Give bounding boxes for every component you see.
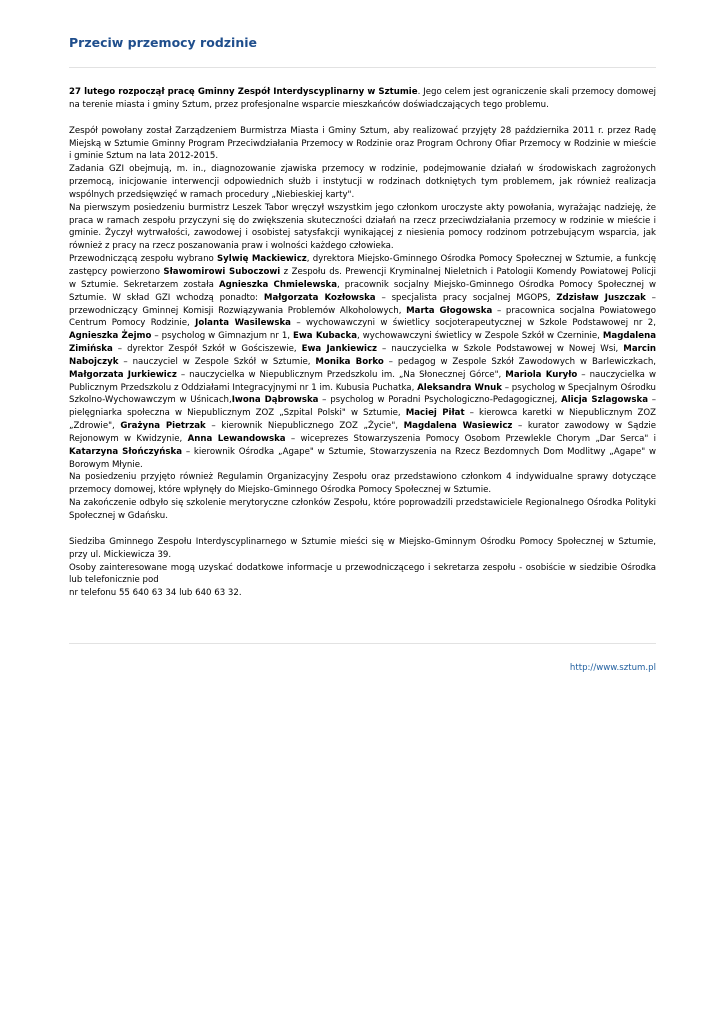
members-text: – pedagog w Zespole Szkół Zawodowych w Barlewiczkach, bbox=[383, 356, 656, 367]
members-text: – psycholog w Poradni Psychologiczno-Pedagogicznej, bbox=[318, 395, 562, 406]
members-text: – nauczycielka w Niepublicznym Przedszkolu im. „Na Słonecznej Górce", bbox=[176, 369, 506, 380]
member-name: Marcin Nabojczyk bbox=[69, 344, 657, 367]
member-name: Jolanta Wasilewska bbox=[195, 318, 291, 329]
members-text: – specjalista pracy socjalnej MGOPS, bbox=[375, 292, 557, 303]
top-divider bbox=[69, 67, 656, 68]
members-text: – psycholog w Specjalnym Ośrodku Szkolno-Wychowawczym w Uśnicach, bbox=[69, 382, 656, 406]
page-title: Przeciw przemocy rodzinie bbox=[69, 35, 257, 50]
members-text: – przewodniczący Gminnej Komisji Rozwiązywania Problemów Alkoholowych, bbox=[69, 292, 656, 316]
members-text: – nauczyciel w Zespole Szkół w Sztumie, bbox=[118, 356, 316, 367]
seat-paragraph: Siedziba Gminnego Zespołu Interdyscyplinarnego w Sztumie mieści się w Miejsko-Gminnym Ośrodku Pomocy Społecznej w Sztumie, przy ul. Mickiewicza 39. bbox=[69, 536, 656, 560]
member-name: Katarzyna Słończyńska bbox=[69, 446, 183, 457]
members-text: – wychowawczyni w świetlicy socjoterapeutycznej w Szkole Podstawowej nr 2, bbox=[290, 318, 656, 329]
member-name: Agnieszka Żejmo bbox=[69, 331, 152, 342]
member-name: Magdalena Zimińska bbox=[69, 331, 656, 355]
contact-paragraph: Osoby zainteresowane mogą uzyskać dodatkowe informacje u przewodniczącego i sekretarza zespołu - osobiście w siedzibie Ośrodka lub telefonicznie pod bbox=[69, 562, 656, 586]
members-text: , dyrektora Miejsko-Gminnego Ośrodka Pomocy Społecznej w Sztumie, a funkcję zastępcy powierzono bbox=[69, 254, 657, 277]
members-paragraph bbox=[69, 253, 656, 471]
member-name: Anna Lewandowska bbox=[187, 433, 286, 444]
members-text: – kurator zawodowy w Sądzie Rejonowym w Kwidzynie, bbox=[69, 421, 657, 444]
members-text: , wychowawczyni świetlicy w Zespole Szkół w Czerninie, bbox=[357, 331, 603, 342]
intro-paragraph bbox=[69, 86, 656, 112]
regulations-paragraph: Na posiedzeniu przyjęto również Regulamin Organizacyjny Zespołu oraz przedstawiono członkom 4 indywidualne sprawy dotyczące przemocy domowej, które wpłynęły do Miejsko-Gminnego Ośrodka Pomocy Społecznej w Sztumie. bbox=[69, 472, 656, 496]
members-text: – nauczycielka w Publicznym Przedszkolu z Oddziałami Integracyjnymi nr 1 im. Kubusia Puchatka, bbox=[69, 369, 656, 393]
members-text: – pielęgniarka społeczna w Niepublicznym ZOZ „Szpital Polski" w Sztumie, bbox=[69, 395, 657, 419]
members-text: – kierownik Niepublicznego ZOZ „Życie", bbox=[205, 421, 404, 432]
member-name: Ewa Jankiewicz bbox=[301, 344, 378, 355]
members-text: z Zespołu ds. Prewencji Kryminalnej Nieletnich i Patologii Komendy Powiatowej Policji w Sztumie. Sekretarzem została bbox=[69, 266, 656, 290]
member-name: Aleksandra Wnuk bbox=[417, 382, 502, 393]
intro-text: . Jego celem jest ograniczenie skali przemocy domowej na terenie miasta i gminy Sztum, przez profesjonalne wsparcie mieszkańców doświadczających tego problemu. bbox=[69, 87, 656, 110]
member-name: Marta Głogowska bbox=[406, 305, 493, 316]
member-name: Monika Borko bbox=[315, 356, 384, 367]
members-text: – kierowca karetki w Niepublicznym ZOZ „Zdrowie", bbox=[69, 408, 657, 432]
member-name: Małgorzata Kozłowska bbox=[263, 292, 376, 303]
member-name: Agnieszka Chmielewska bbox=[218, 279, 338, 290]
member-name: Sylwię Mackiewicz bbox=[216, 254, 307, 265]
members-text: – dyrektor Zespół Szkół w Gościszewie, bbox=[112, 344, 302, 355]
member-name: Grażyna Pietrzak bbox=[120, 421, 206, 432]
members-text: – psycholog w Gimnazjum nr 1, bbox=[151, 331, 293, 342]
member-name: Małgorzata Jurkiewicz bbox=[69, 369, 177, 380]
members-text: – kierownik Ośrodka „Agape" w Sztumie, Stowarzyszenia na Rzecz Bezdomnych Dom Modlitwy „Agape" w Borowym Młynie. bbox=[69, 446, 657, 470]
phone-paragraph: nr telefonu 55 640 63 34 lub 640 63 32. bbox=[69, 588, 242, 599]
article-body bbox=[69, 86, 656, 600]
members-text: , pracownik socjalny Miejsko-Gminnego Ośrodka Pomocy Społecznej w Sztumie. W skład GZI wchodzą ponadto: bbox=[69, 279, 657, 303]
bottom-divider bbox=[69, 643, 656, 644]
appointment-paragraph: Zespół powołany został Zarządzeniem Burmistrza Miasta i Gminy Sztum, aby realizować przyjęty 28 października 2011 r. przez Radę Miejską w Sztumie Gminny Program Przeciwdziałania Przemocy w Rodzinie oraz Program Ochrony Ofiar Przemocy w Rodzinie w mieście i gminie Sztum na lata 2012-2015. bbox=[69, 125, 656, 162]
member-name: Iwona Dąbrowska bbox=[231, 395, 319, 406]
member-name: Sławomirowi Suboczowi bbox=[163, 266, 281, 277]
first-meeting-paragraph: Na pierwszym posiedzeniu burmistrz Leszek Tabor wręczył wszystkim jego członkom uroczyste akty powołania, wyrażając nadzieję, że praca w ramach zespołu przyczyni się do zwiększenia skuteczności działań na rzecz przeciwdziałania przemocy w rodzinie w mieście i gminie. Życzył wytrwałości, zawodowej i osobistej satysfakcji wynikającej z niesienia pomocy rodzinom potrzebującym wsparcia, jak również z pracy na rzecz poszanowania praw i wolności każdego człowieka. bbox=[69, 202, 656, 252]
member-name: Magdalena Wasiewicz bbox=[403, 421, 513, 432]
source-link[interactable]: http://www.sztum.pl bbox=[569, 663, 656, 673]
member-name: Alicja Szlagowska bbox=[561, 395, 648, 406]
member-name: Maciej Piłat bbox=[405, 408, 465, 419]
members-text: Przewodniczącą zespołu wybrano bbox=[69, 254, 217, 265]
tasks-paragraph: Zadania GZI obejmują, m. in., diagnozowanie zjawiska przemocy w rodzinie, podejmowanie działań w środowiskach zagrożonych przemocą, inicjowanie interwencji odpowiednich służb i instytucji w rodzinach dotkniętych tym problemem, jak również realizacja wspólnych przedsięwzięć w ramach procedury „Niebieskiej karty". bbox=[69, 164, 656, 200]
training-paragraph: Na zakończenie odbyło się szkolenie merytoryczne członków Zespołu, które poprowadzili przedstawiciele Regionalnego Ośrodka Polityki Społecznej w Gdańsku. bbox=[69, 498, 656, 521]
member-name: Mariola Kuryło bbox=[505, 369, 578, 380]
member-name: Ewa Kubacka bbox=[293, 331, 358, 342]
members-text: – nauczycielka w Szkole Podstawowej w Nowej Wsi, bbox=[377, 344, 624, 355]
members-text: – pracownica socjalna Powiatowego Centrum Pomocy Rodzinie, bbox=[69, 305, 656, 329]
intro-lead: 27 lutego rozpoczął pracę Gminny Zespół Interdyscyplinarny w Sztumie bbox=[69, 87, 418, 97]
member-name: Zdzisław Juszczak bbox=[556, 292, 646, 303]
members-text: – wiceprezes Stowarzyszenia Pomocy Osobom Przewlekle Chorym „Dar Serca" i bbox=[285, 433, 656, 444]
